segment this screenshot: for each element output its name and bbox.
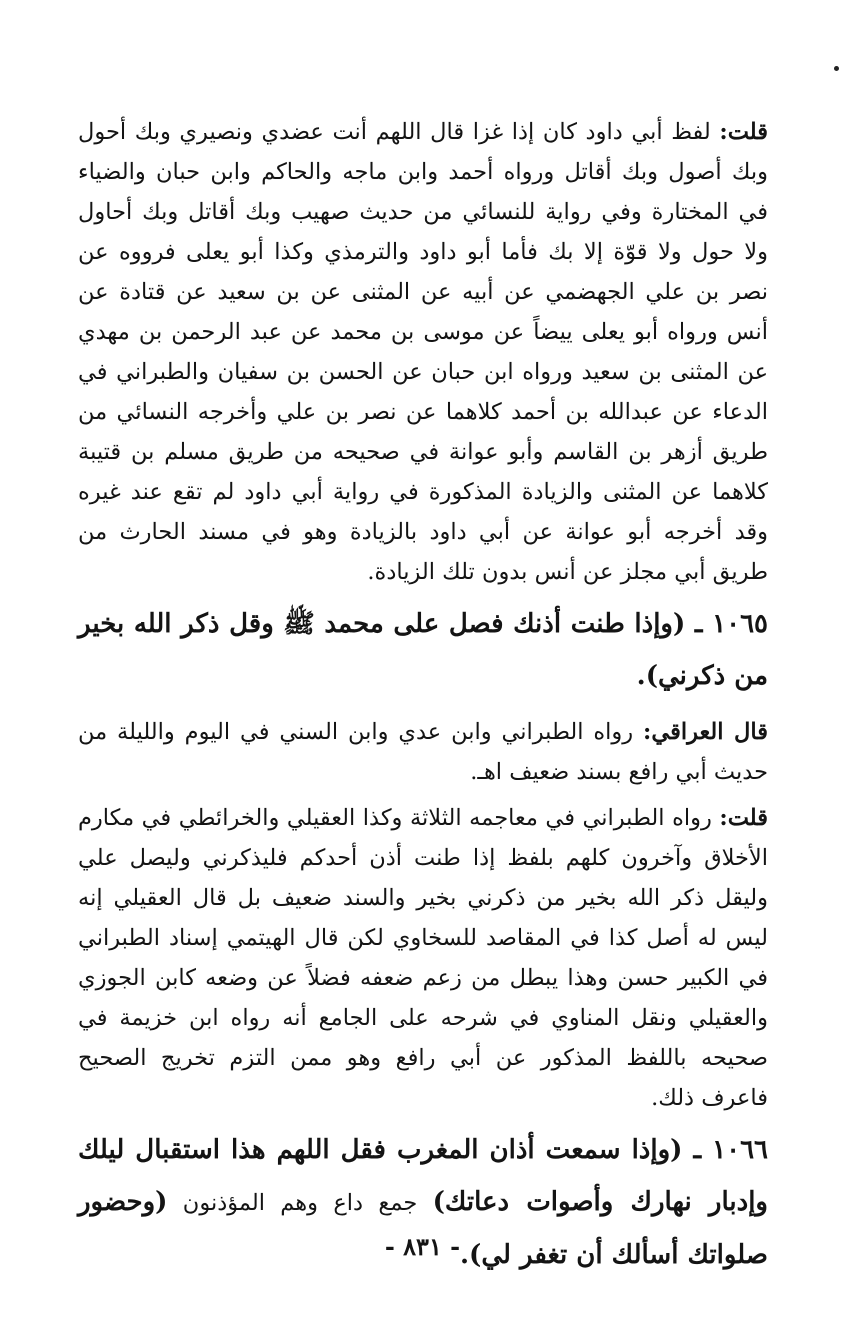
page-number: - ٨٣١ - — [384, 1232, 461, 1261]
hadith-text-bold: (وإذا سمعت أذان المغرب فقل اللهم هذا استقبال ليلك وإدبار نهارك وأصوات دعاتك) — [78, 1135, 768, 1217]
hadith-number: ١٠٦٥ ـ — [694, 609, 769, 639]
margin-dot — [834, 66, 839, 71]
paragraph-text: رواه الطبراني وابن عدي وابن السني في اليوم والليلة من حديث أبي رافع بسند ضعيف اهـ. — [78, 719, 768, 785]
paragraph-label: قال العراقي: — [643, 719, 768, 745]
paragraph-qult-2 — [78, 798, 768, 1118]
hadith-heading-1065 — [78, 598, 768, 702]
hadith-number: ١٠٦٦ ـ — [693, 1135, 769, 1165]
page-body — [78, 112, 768, 1291]
paragraph-qult-1 — [78, 112, 768, 592]
paragraph-label: قلت: — [719, 805, 768, 831]
hadith-text: (وإذا طنت أذنك فصل على محمد ﷺ وقل ذكر الله بخير من ذكرني). — [78, 609, 768, 691]
hadith-text-bold: (وحضور صلواتك أسألك أن تغفر لي). — [78, 1187, 768, 1270]
paragraph-text: لفظ أبي داود كان إذا غزا قال اللهم أنت عضدي ونصيري وبك أحول وبك أصول وبك أقاتل ورواه أحمد وابن ماجه والحاكم وابن حبان والضياء في المختارة وفي رواية للنسائي من حديث صهيب وبك أقاتل وبك أحاول ولا حول ولا قوّة إلا بك فأما أبو داود والترمذي وكذا أبو يعلى فرووه عن نصر بن علي الجهضمي عن أبيه عن المثنى عن بن سعيد عن قتادة عن أنس ورواه أبو يعلى ييضاً عن موسى بن محمد عن عبد الرحمن بن مهدي عن المثنى بن سعيد ورواه ابن حبان عن الحسن بن سفيان والطبراني في الدعاء عن عبدالله بن أحمد كلاهما عن نصر بن علي وأخرجه النسائي من طريق أزهر بن القاسم وأبو عوانة في صحيحه من طريق مسلم بن قتيبة كلاهما عن المثنى والزيادة المذكورة في رواية أبي داود لم تقع عند غيره وقد أخرجه أبو عوانة عن أبي داود بالزيادة وهو في مسند الحارث من طريق أبي مجلز عن أنس بدون تلك الزيادة. — [78, 119, 768, 585]
hadith-commentary: جمع داع وهم المؤذنون — [167, 1190, 433, 1216]
paragraph-label: قلت: — [719, 119, 768, 145]
paragraph-text: رواه الطبراني في معاجمه الثلاثة وكذا العقيلي والخرائطي في مكارم الأخلاق وآخرون كلهم بلفظ إذا طنت أذن أحدكم فليذكرني وليصل علي وليقل ذكر الله بخير من ذكرني بخير والسند ضعيف بل قال العقيلي إنه ليس له أصل كذا في المقاصد للسخاوي لكن قال الهيتمي إسناد الطبراني في الكبير حسن وهذا يبطل من زعم ضعفه فضلاً عن وضعه كابن الجوزي والعقيلي ونقل المناوي في شرحه على الجامع أنه رواه ابن خزيمة في صحيحه باللفظ المذكور عن أبي رافع وهو ممن التزم تخريج الصحيح فاعرف ذلك. — [78, 805, 768, 1111]
paragraph-iraqi — [78, 712, 768, 792]
